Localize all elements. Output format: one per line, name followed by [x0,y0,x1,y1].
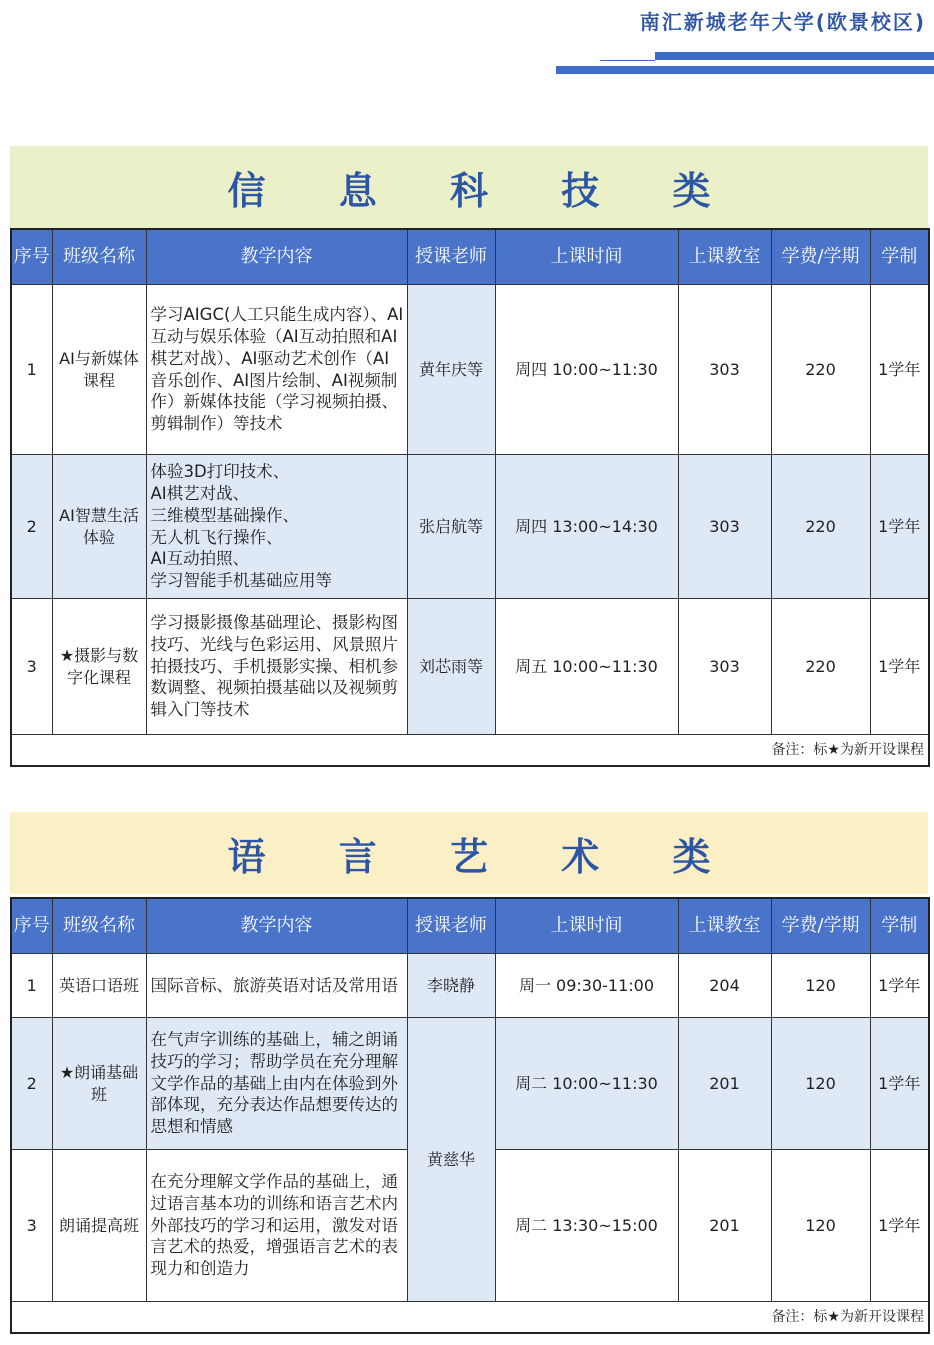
cell-fee: 120 [771,1018,870,1150]
table-row [11,1018,929,1150]
col-header-time: 上课时间 [495,898,678,954]
cell-room: 201 [678,1018,771,1150]
col-header-room: 上课教室 [678,229,771,285]
cell-class-name: AI与新媒体课程 [52,285,146,455]
col-header-no: 序号 [11,898,52,954]
cell-time: 周二 10:00~11:30 [495,1018,678,1150]
cell-no: 1 [11,285,52,455]
cell-teacher: 刘芯雨等 [407,599,495,735]
section-title: 语 言 艺 术 类 [227,834,741,879]
col-header-teacher: 授课老师 [407,229,495,285]
cell-no: 3 [11,599,52,735]
table-note-row [11,1302,929,1334]
cell-duration: 1学年 [870,954,929,1018]
cell-content: 在气声字训练的基础上，辅之朗诵技巧的学习；帮助学员在充分理解文学作品的基础上由内在体验到外部体现，充分表达作品想要传达的思想和情感 [146,1018,407,1150]
table-note: 备注：标★为新开设课程 [11,735,929,767]
table-row [11,285,929,455]
section-header-language-arts [10,812,928,894]
cell-no: 2 [11,1018,52,1150]
course-table-language-arts [10,897,930,1334]
course-table-info-tech [10,228,930,767]
col-header-duration: 学制 [870,229,929,285]
section-header-info-tech [10,146,928,228]
table-header-row [11,898,929,954]
table-note-row [11,735,929,767]
table-row [11,599,929,735]
cell-fee: 220 [771,285,870,455]
header-stripe-connector [600,60,655,61]
col-header-content: 教学内容 [146,229,407,285]
col-header-content: 教学内容 [146,898,407,954]
cell-duration: 1学年 [870,285,929,455]
cell-class-name: 英语口语班 [52,954,146,1018]
cell-no: 2 [11,455,52,599]
cell-fee: 220 [771,455,870,599]
cell-duration: 1学年 [870,599,929,735]
cell-class-name: AI智慧生活 体验 [52,455,146,599]
cell-time: 周五 10:00~11:30 [495,599,678,735]
cell-content: 在充分理解文学作品的基础上，通过语言基本功的训练和语言艺术内外部技巧的学习和运用，激发对语言艺术的热爱，增强语言艺术的表现力和创造力 [146,1150,407,1302]
cell-room: 204 [678,954,771,1018]
cell-no: 3 [11,1150,52,1302]
cell-content: 学习AIGC(人工只能生成内容）、AI互动与娱乐体验（AI互动拍照和AI棋艺对战）、AI驱动艺术创作（AI音乐创作、AI图片绘制、AI视频制作）新媒体技能（学习视频拍摄、剪辑制作）等技术 [146,285,407,455]
cell-time: 周一 09:30-11:00 [495,954,678,1018]
table-row [11,954,929,1018]
header-stripe-top [655,52,934,60]
cell-time: 周四 10:00~11:30 [495,285,678,455]
col-header-fee: 学费/学期 [771,229,870,285]
cell-fee: 220 [771,599,870,735]
cell-room: 201 [678,1150,771,1302]
cell-class-name: ★朗诵基础班 [52,1018,146,1150]
cell-content: 国际音标、旅游英语对话及常用语 [146,954,407,1018]
cell-room: 303 [678,599,771,735]
cell-teacher: 黄慈华 [407,1018,495,1302]
section-title: 信 息 科 技 类 [227,168,741,213]
cell-duration: 1学年 [870,1018,929,1150]
cell-teacher: 黄年庆等 [407,285,495,455]
cell-duration: 1学年 [870,1150,929,1302]
col-header-class: 班级名称 [52,898,146,954]
school-name: 南汇新城老年大学(欧景校区) [639,10,926,34]
col-header-no: 序号 [11,229,52,285]
cell-fee: 120 [771,954,870,1018]
cell-content: 学习摄影摄像基础理论、摄影构图技巧、光线与色彩运用、风景照片拍摄技巧、手机摄影实操、相机参数调整、视频拍摄基础以及视频剪辑入门等技术 [146,599,407,735]
col-header-time: 上课时间 [495,229,678,285]
cell-class-name: 朗诵提高班 [52,1150,146,1302]
col-header-duration: 学制 [870,898,929,954]
cell-class-name: ★摄影与数字化课程 [52,599,146,735]
table-header-row [11,229,929,285]
col-header-fee: 学费/学期 [771,898,870,954]
cell-time: 周二 13:30~15:00 [495,1150,678,1302]
col-header-class: 班级名称 [52,229,146,285]
cell-fee: 120 [771,1150,870,1302]
col-header-teacher: 授课老师 [407,898,495,954]
cell-no: 1 [11,954,52,1018]
cell-teacher: 张启航等 [407,455,495,599]
table-note: 备注：标★为新开设课程 [11,1302,929,1334]
col-header-room: 上课教室 [678,898,771,954]
cell-room: 303 [678,285,771,455]
cell-content: 体验3D打印技术、 AI棋艺对战、 三维模型基础操作、 无人机飞行操作、 AI互动拍照、 学习智能手机基础应用等 [146,455,407,599]
header-stripe-bottom [556,66,934,74]
cell-teacher: 李晓静 [407,954,495,1018]
table-row [11,455,929,599]
cell-room: 303 [678,455,771,599]
cell-duration: 1学年 [870,455,929,599]
cell-time: 周四 13:00~14:30 [495,455,678,599]
